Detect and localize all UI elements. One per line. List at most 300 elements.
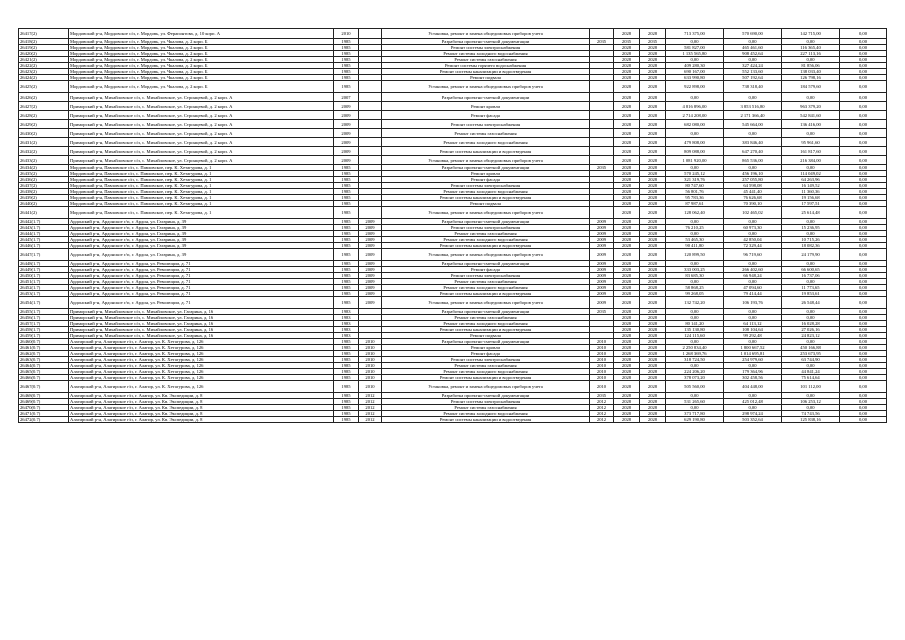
- renovation-year-cell: 2009: [359, 225, 382, 231]
- fund-share-cell: 106 193,76: [724, 297, 782, 309]
- other-share-cell: 0,00: [840, 309, 887, 315]
- work-type-cell: Ремонт системы электроснабжения: [382, 357, 590, 363]
- total-cost-cell: 0,00: [666, 261, 724, 267]
- row-id-cell: 26459(1.7): [19, 333, 69, 339]
- build-year-cell: 1985: [334, 165, 359, 171]
- owner-share-cell: 0,00: [782, 279, 840, 285]
- period-start-cell: 2028: [614, 201, 640, 207]
- fund-share-cell: 0,00: [724, 93, 782, 102]
- owner-share-cell: 450 166,88: [782, 345, 840, 351]
- renovation-year-cell: 2009: [359, 237, 382, 243]
- other-share-cell: 0,00: [840, 297, 887, 309]
- plan-year-cell: 2009: [590, 231, 614, 237]
- build-year-cell: 1983: [334, 315, 359, 321]
- build-year-cell: 1985: [334, 345, 359, 351]
- renovation-year-cell: 2012: [359, 393, 382, 399]
- row-id-cell: 26451(1.7): [19, 279, 69, 285]
- period-end-cell: 2028: [640, 177, 666, 183]
- work-type-cell: Ремонт системы холодного водоснабжения: [382, 51, 590, 57]
- plan-year-cell: 2009: [590, 273, 614, 279]
- fund-share-cell: 64 598,08: [724, 183, 782, 189]
- row-id-cell: 26447(1.7): [19, 249, 69, 261]
- address-cell: Ардонский р-н, Ардонское г/п, г. Ардон, ул. Революции, д. 71: [69, 267, 334, 273]
- owner-share-cell: 0,00: [782, 339, 840, 345]
- owner-share-cell: 10 715,26: [782, 237, 840, 243]
- period-end-cell: 2028: [640, 249, 666, 261]
- plan-year-cell: 2035: [590, 165, 614, 171]
- address-cell: Ардонский р-н, Ардонское г/п, г. Ардон, ул. Революции, д. 71: [69, 285, 334, 291]
- build-year-cell: 1985: [334, 291, 359, 297]
- fund-share-cell: 179 364,96: [724, 369, 782, 375]
- owner-share-cell: 101 112,00: [782, 381, 840, 393]
- work-type-cell: Ремонт системы газоснабжения: [382, 279, 590, 285]
- row-id-cell: 26440(2): [19, 201, 69, 207]
- period-start-cell: 2028: [614, 345, 640, 351]
- period-start-cell: 2028: [614, 243, 640, 249]
- table-row: [19, 243, 887, 249]
- period-end-cell: 2028: [640, 165, 666, 171]
- fund-share-cell: 507 192,64: [724, 75, 782, 81]
- address-cell: Ардонский р-н, Ардонское г/п, г. Ардон, ул. Гагарина, д. 39: [69, 225, 334, 231]
- address-cell: Ардонский р-н, Ардонское г/п, г. Ардон, ул. Гагарина, д. 39: [69, 231, 334, 237]
- table-row: [19, 291, 887, 297]
- plan-year-cell: 2009: [590, 237, 614, 243]
- renovation-year-cell: 2010: [359, 363, 382, 369]
- table-row: [19, 399, 887, 405]
- table-row: [19, 297, 887, 309]
- fund-share-cell: 99 292,48: [724, 333, 782, 339]
- work-type-cell: Ремонт системы канализации и водоотведения: [382, 243, 590, 249]
- other-share-cell: 0,00: [840, 291, 887, 297]
- table-row: [19, 138, 887, 147]
- work-type-cell: Ремонт системы электроснабжения: [382, 183, 590, 189]
- address-cell: Мордовский р-н, Мордовское с/п, г. Мордовь, ул. Чкалова, д. 2 корп. Б: [69, 81, 334, 93]
- period-end-cell: 2028: [640, 207, 666, 219]
- table-row: [19, 309, 887, 315]
- other-share-cell: 0,00: [840, 147, 887, 156]
- renovation-year-cell: 2012: [359, 411, 382, 417]
- total-cost-cell: 90 411,80: [666, 243, 724, 249]
- period-start-cell: 2028: [614, 29, 640, 39]
- period-start-cell: 2028: [614, 393, 640, 399]
- other-share-cell: 0,00: [840, 399, 887, 405]
- period-start-cell: 2028: [614, 138, 640, 147]
- work-type-cell: Ремонт фасада: [382, 177, 590, 183]
- address-cell: Алагирский р-н, Алагирское г/п, г. Алагир, ул. Кв. Экспедиции, д. 8: [69, 405, 334, 411]
- address-cell: Мордовский р-н, Мордовское с/п, г. Мордовь, ул. Чкалова, д. 2 корп. Б: [69, 63, 334, 69]
- total-cost-cell: 633 990,80: [666, 75, 724, 81]
- period-end-cell: 2028: [640, 120, 666, 129]
- address-cell: Приморский р-н, Михайловское с/п, с. Михайловское, ул. Гагарина, д. 16: [69, 321, 334, 327]
- fund-share-cell: 1 800 667,52: [724, 345, 782, 351]
- fund-share-cell: 72 329,44: [724, 243, 782, 249]
- address-cell: Мордовский р-н, Мордовское с/п, г. Мордовь, ул. Чкалова, д. 2 корп. Б: [69, 57, 334, 63]
- row-id-cell: 26424(2): [19, 75, 69, 81]
- address-cell: Алагирский р-н, Алагирское г/п, г. Алагир, ул. Кв. Экспедиции, д. 8: [69, 399, 334, 405]
- total-cost-cell: 318 724,50: [666, 357, 724, 363]
- period-end-cell: 2028: [640, 201, 666, 207]
- address-cell: Алагирский р-н, Алагирское г/п, г. Алагир, ул. К. Хетагурова, д. 126: [69, 351, 334, 357]
- period-end-cell: 2028: [640, 357, 666, 363]
- total-cost-cell: 0,00: [666, 231, 724, 237]
- address-cell: Мордовский р-н, Павловское с/п, с. Павловское, пер. К. Хетагурова, д. 1: [69, 189, 334, 195]
- other-share-cell: 0,00: [840, 93, 887, 102]
- work-type-cell: Установка, ремонт и замена общедомовых приборов учета: [382, 297, 590, 309]
- plan-year-cell: [590, 147, 614, 156]
- other-share-cell: 0,00: [840, 375, 887, 381]
- build-year-cell: 1985: [334, 81, 359, 93]
- row-id-cell: 26470(0.7): [19, 405, 69, 411]
- work-type-cell: Установка, ремонт и замена общедомовых приборов учета: [382, 156, 590, 165]
- fund-share-cell: 404 448,00: [724, 381, 782, 393]
- row-id-cell: 26453(1.7): [19, 291, 69, 297]
- table-row: [19, 69, 887, 75]
- period-end-cell: 2028: [640, 345, 666, 351]
- period-end-cell: 2028: [640, 243, 666, 249]
- build-year-cell: 1985: [334, 57, 359, 63]
- other-share-cell: 0,00: [840, 267, 887, 273]
- row-id-cell: 26437(2): [19, 183, 69, 189]
- renovation-year-cell: [359, 111, 382, 120]
- period-end-cell: 2028: [640, 102, 666, 111]
- total-cost-cell: 321 319,76: [666, 177, 724, 183]
- total-cost-cell: 0,00: [666, 93, 724, 102]
- owner-share-cell: 16 149,52: [782, 183, 840, 189]
- period-end-cell: 2028: [640, 189, 666, 195]
- table-row: [19, 249, 887, 261]
- other-share-cell: 0,00: [840, 51, 887, 57]
- fund-share-cell: 647 270,40: [724, 147, 782, 156]
- period-start-cell: 2028: [614, 156, 640, 165]
- fund-share-cell: 1 014 695,81: [724, 351, 782, 357]
- period-end-cell: 2028: [640, 195, 666, 201]
- build-year-cell: 1985: [334, 411, 359, 417]
- owner-share-cell: 75 614,64: [782, 375, 840, 381]
- renovation-year-cell: [359, 120, 382, 129]
- work-type-cell: Ремонт системы газоснабжения: [382, 129, 590, 138]
- owner-share-cell: 63 744,90: [782, 357, 840, 363]
- row-id-cell: 26449(1.7): [19, 267, 69, 273]
- address-cell: Приморский р-н, Михайловское с/п, с. Михайловское, ул. Стронцевой, д. 2 корп. А: [69, 93, 334, 102]
- period-end-cell: 2028: [640, 291, 666, 297]
- period-end-cell: 2028: [640, 339, 666, 345]
- renovation-year-cell: 2009: [359, 279, 382, 285]
- period-start-cell: 2028: [614, 291, 640, 297]
- owner-share-cell: 136 416,00: [782, 120, 840, 129]
- total-cost-cell: 682 080,00: [666, 120, 724, 129]
- plan-year-cell: 2009: [590, 261, 614, 267]
- renovation-year-cell: 2009: [359, 231, 382, 237]
- row-id-cell: 26448(1.7): [19, 261, 69, 267]
- period-end-cell: 2028: [640, 399, 666, 405]
- period-start-cell: 2028: [614, 399, 640, 405]
- build-year-cell: 2009: [334, 156, 359, 165]
- row-id-cell: 26431(2): [19, 138, 69, 147]
- total-cost-cell: 713 375,00: [666, 29, 724, 39]
- other-share-cell: 0,00: [840, 345, 887, 351]
- total-cost-cell: 83 685,30: [666, 273, 724, 279]
- build-year-cell: 1985: [334, 393, 359, 399]
- period-start-cell: 2028: [614, 81, 640, 93]
- owner-share-cell: 0,00: [782, 315, 840, 321]
- address-cell: Мордовский р-н, Павловское с/п, с. Павловское, пер. К. Хетагурова, д. 1: [69, 177, 334, 183]
- owner-share-cell: 16 028,28: [782, 321, 840, 327]
- fund-share-cell: 0,00: [724, 363, 782, 369]
- work-type-cell: Ремонт системы холодного водоснабжения: [382, 189, 590, 195]
- build-year-cell: 2007: [334, 93, 359, 102]
- period-start-cell: 2028: [614, 57, 640, 63]
- address-cell: Ардонский р-н, Ардонское г/п, г. Ардон, ул. Гагарина, д. 39: [69, 219, 334, 225]
- period-start-cell: 2028: [614, 279, 640, 285]
- other-share-cell: 0,00: [840, 381, 887, 393]
- plan-year-cell: [590, 138, 614, 147]
- fund-share-cell: 66 948,24: [724, 273, 782, 279]
- total-cost-cell: 922 898,00: [666, 81, 724, 93]
- other-share-cell: 0,00: [840, 405, 887, 411]
- fund-share-cell: 70 390,10: [724, 201, 782, 207]
- work-type-cell: Ремонт системы газоснабжения: [382, 315, 590, 321]
- build-year-cell: 1985: [334, 189, 359, 195]
- build-year-cell: 1985: [334, 75, 359, 81]
- total-cost-cell: 373 717,80: [666, 411, 724, 417]
- address-cell: Алагирский р-н, Алагирское г/п, г. Алагир, ул. К. Хетагурова, д. 126: [69, 375, 334, 381]
- period-start-cell: 2028: [614, 102, 640, 111]
- fund-share-cell: 76 626,68: [724, 195, 782, 201]
- table-row: [19, 51, 887, 57]
- period-start-cell: 2028: [614, 75, 640, 81]
- plan-year-cell: 2010: [590, 381, 614, 393]
- table-row: [19, 147, 887, 156]
- period-start-cell: 2028: [614, 120, 640, 129]
- work-type-cell: Ремонт системы электроснабжения: [382, 273, 590, 279]
- work-type-cell: Разработка проектно-сметной документации: [382, 93, 590, 102]
- period-start-cell: 2028: [614, 219, 640, 225]
- owner-share-cell: 19 156,68: [782, 195, 840, 201]
- plan-year-cell: 2010: [590, 369, 614, 375]
- total-cost-cell: 333 003,25: [666, 267, 724, 273]
- address-cell: Приморский р-н, Михайловское с/п, с. Михайловское, ул. Гагарина, д. 16: [69, 333, 334, 339]
- address-cell: Ардонский р-н, Ардонское г/п, г. Ардон, ул. Революции, д. 71: [69, 279, 334, 285]
- row-id-cell: 26455(1.7): [19, 309, 69, 315]
- period-start-cell: 2028: [614, 225, 640, 231]
- table-row: [19, 285, 887, 291]
- fund-share-cell: 0,00: [724, 315, 782, 321]
- owner-share-cell: 184 579,60: [782, 81, 840, 93]
- owner-share-cell: 0,00: [782, 405, 840, 411]
- period-end-cell: 2028: [640, 393, 666, 399]
- total-cost-cell: 0,00: [666, 393, 724, 399]
- period-end-cell: 2028: [640, 411, 666, 417]
- address-cell: Алагирский р-н, Алагирское г/п, г. Алагир, ул. Кв. Экспедиции, д. 8: [69, 417, 334, 423]
- total-cost-cell: 479 808,00: [666, 138, 724, 147]
- build-year-cell: 1985: [334, 261, 359, 267]
- period-start-cell: 2028: [614, 381, 640, 393]
- row-id-cell: 26419(2): [19, 45, 69, 51]
- owner-share-cell: 0,00: [782, 231, 840, 237]
- renovation-year-cell: [359, 102, 382, 111]
- period-start-cell: 2028: [614, 411, 640, 417]
- work-type-cell: Установка, ремонт и замена общедомовых приборов учета: [382, 29, 590, 39]
- table-row: [19, 225, 887, 231]
- build-year-cell: 1985: [334, 399, 359, 405]
- period-start-cell: 2028: [614, 129, 640, 138]
- plan-year-cell: 2010: [590, 351, 614, 357]
- owner-share-cell: 963 379,20: [782, 102, 840, 111]
- row-id-cell: 26430(2): [19, 129, 69, 138]
- build-year-cell: 1985: [334, 363, 359, 369]
- owner-share-cell: 19 853,61: [782, 291, 840, 297]
- renovation-year-cell: 2009: [359, 249, 382, 261]
- plan-year-cell: 2010: [590, 345, 614, 351]
- build-year-cell: 1985: [334, 237, 359, 243]
- total-cost-cell: 2 250 834,40: [666, 345, 724, 351]
- plan-year-cell: 2010: [590, 357, 614, 363]
- period-start-cell: 2028: [614, 69, 640, 75]
- owner-share-cell: 15 236,95: [782, 225, 840, 231]
- build-year-cell: 1985: [334, 273, 359, 279]
- period-end-cell: 2028: [640, 183, 666, 189]
- build-year-cell: 1985: [334, 231, 359, 237]
- period-end-cell: 2028: [640, 51, 666, 57]
- owner-share-cell: 138 033,40: [782, 69, 840, 75]
- total-cost-cell: 0,00: [666, 315, 724, 321]
- total-cost-cell: 80 747,60: [666, 183, 724, 189]
- period-end-cell: 2028: [640, 315, 666, 321]
- total-cost-cell: 4 816 896,00: [666, 102, 724, 111]
- row-id-cell: 26422(2): [19, 63, 69, 69]
- address-cell: Алагирский р-н, Алагирское г/п, г. Алагир, ул. Кв. Экспедиции, д. 8: [69, 411, 334, 417]
- renovation-year-cell: 2009: [359, 261, 382, 267]
- other-share-cell: 0,00: [840, 129, 887, 138]
- owner-share-cell: 11 360,36: [782, 189, 840, 195]
- owner-share-cell: 66 600,65: [782, 267, 840, 273]
- build-year-cell: 1985: [334, 243, 359, 249]
- total-cost-cell: 581 827,00: [666, 45, 724, 51]
- table-row: [19, 156, 887, 165]
- fund-share-cell: 0,00: [724, 39, 782, 45]
- total-cost-cell: 1 135 565,80: [666, 51, 724, 57]
- period-start-cell: 2028: [614, 315, 640, 321]
- fund-share-cell: 60 973,30: [724, 225, 782, 231]
- period-end-cell: 2028: [640, 147, 666, 156]
- owner-share-cell: 114 049,02: [782, 171, 840, 177]
- build-year-cell: 1985: [334, 369, 359, 375]
- row-id-cell: 26432(2): [19, 147, 69, 156]
- plan-year-cell: [590, 129, 614, 138]
- total-cost-cell: 0,00: [666, 39, 724, 45]
- fund-share-cell: 552 133,60: [724, 69, 782, 75]
- fund-share-cell: 254 979,60: [724, 357, 782, 363]
- owner-share-cell: 27 026,16: [782, 327, 840, 333]
- table-row: [19, 165, 887, 171]
- register-body: [19, 29, 887, 423]
- build-year-cell: 2009: [334, 138, 359, 147]
- plan-year-cell: 2009: [590, 297, 614, 309]
- owner-share-cell: 542 841,60: [782, 111, 840, 120]
- period-start-cell: 2028: [614, 165, 640, 171]
- other-share-cell: 0,00: [840, 195, 887, 201]
- plan-year-cell: 2012: [590, 399, 614, 405]
- table-row: [19, 102, 887, 111]
- owner-share-cell: 0,00: [782, 165, 840, 171]
- fund-share-cell: 3 853 516,80: [724, 102, 782, 111]
- fund-share-cell: 0,00: [724, 309, 782, 315]
- fund-share-cell: 738 318,40: [724, 81, 782, 93]
- table-row: [19, 369, 887, 375]
- plan-year-cell: [590, 156, 614, 165]
- period-end-cell: 2028: [640, 321, 666, 327]
- build-year-cell: 1985: [334, 339, 359, 345]
- other-share-cell: 0,00: [840, 363, 887, 369]
- total-cost-cell: 505 560,00: [666, 381, 724, 393]
- address-cell: Мордовский р-н, Мордовское с/п, г. Мордовь, ул. Чкалова, д. 2 корп. Б: [69, 45, 334, 51]
- period-end-cell: 2028: [640, 417, 666, 423]
- build-year-cell: 2009: [334, 102, 359, 111]
- period-start-cell: 2028: [614, 327, 640, 333]
- build-year-cell: 1985: [334, 39, 359, 45]
- row-id-cell: 26457(1.7): [19, 321, 69, 327]
- total-cost-cell: 95 783,36: [666, 195, 724, 201]
- renovation-year-cell: 2009: [359, 219, 382, 225]
- row-id-cell: 26460(0.7): [19, 339, 69, 345]
- owner-share-cell: 0,00: [782, 39, 840, 45]
- fund-share-cell: 266 402,60: [724, 267, 782, 273]
- work-type-cell: Ремонт системы газоснабжения: [382, 405, 590, 411]
- address-cell: Приморский р-н, Михайловское с/п, с. Михайловское, ул. Стронцевой, д. 2 корп. А: [69, 102, 334, 111]
- address-cell: Ардонский р-н, Ардонское г/п, г. Ардон, ул. Революции, д. 71: [69, 261, 334, 267]
- build-year-cell: 1985: [334, 45, 359, 51]
- fund-share-cell: 545 664,00: [724, 120, 782, 129]
- fund-share-cell: 503 352,64: [724, 417, 782, 423]
- build-year-cell: 1985: [334, 357, 359, 363]
- total-cost-cell: 56 801,76: [666, 189, 724, 195]
- plan-year-cell: 2035: [590, 393, 614, 399]
- period-start-cell: 2028: [614, 333, 640, 339]
- build-year-cell: 1985: [334, 63, 359, 69]
- total-cost-cell: 0,00: [666, 165, 724, 171]
- table-row: [19, 417, 887, 423]
- fund-share-cell: 64 113,12: [724, 321, 782, 327]
- fund-share-cell: 465 461,60: [724, 45, 782, 51]
- total-cost-cell: 531 265,60: [666, 399, 724, 405]
- owner-share-cell: 11 773,65: [782, 285, 840, 291]
- build-year-cell: 1985: [334, 207, 359, 219]
- period-end-cell: 2028: [640, 375, 666, 381]
- other-share-cell: 0,00: [840, 156, 887, 165]
- period-end-cell: 2028: [640, 171, 666, 177]
- other-share-cell: 0,00: [840, 177, 887, 183]
- fund-share-cell: 0,00: [724, 219, 782, 225]
- row-id-cell: 26443(1.7): [19, 225, 69, 231]
- plan-year-cell: [590, 29, 614, 39]
- renovation-year-cell: 2010: [359, 351, 382, 357]
- period-end-cell: 2028: [640, 81, 666, 93]
- other-share-cell: 0,00: [840, 39, 887, 45]
- work-type-cell: Ремонт подвала: [382, 333, 590, 339]
- address-cell: Алагирский р-н, Алагирское г/п, г. Алагир, ул. К. Хетагурова, д. 126: [69, 363, 334, 369]
- work-type-cell: Ремонт кровли: [382, 171, 590, 177]
- capital-repair-register-table: [18, 28, 887, 423]
- address-cell: Алагирский р-н, Алагирское г/п, г. Алагир, ул. Кв. Экспедиции, д. 8: [69, 393, 334, 399]
- work-type-cell: Ремонт системы холодного водоснабжения: [382, 138, 590, 147]
- address-cell: Алагирский р-н, Алагирское г/п, г. Алагир, ул. К. Хетагурова, д. 126: [69, 381, 334, 393]
- period-start-cell: 2028: [614, 369, 640, 375]
- work-type-cell: Разработка проектно-сметной документации: [382, 309, 590, 315]
- period-start-cell: 2028: [614, 183, 640, 189]
- fund-share-cell: 425 012,48: [724, 399, 782, 405]
- period-start-cell: 2035: [614, 39, 640, 45]
- work-type-cell: Ремонт кровли: [382, 345, 590, 351]
